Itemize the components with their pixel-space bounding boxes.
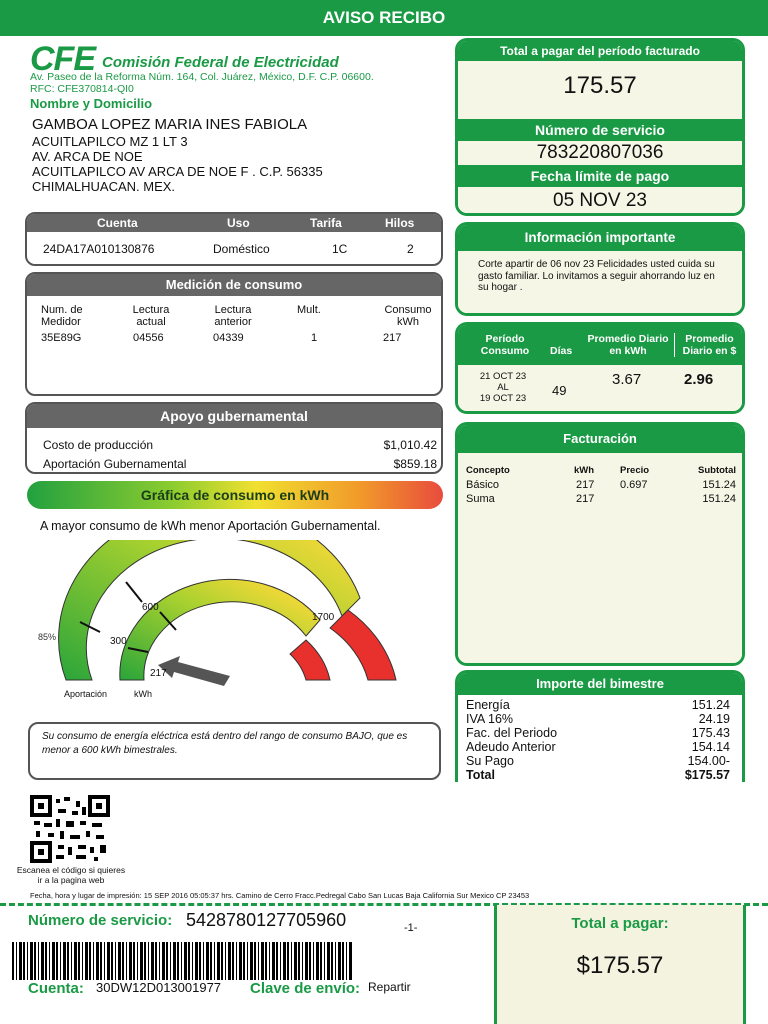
page-title: AVISO RECIBO	[322, 8, 446, 27]
measurement-box	[25, 272, 443, 396]
amount-previous-value: 154.14	[691, 740, 730, 754]
gauge-label-1700: 1700	[312, 612, 335, 623]
account-rate: 1C	[332, 242, 348, 256]
service-number-value: 783220807036	[458, 141, 742, 165]
footer-total-value: $175.57	[576, 952, 664, 979]
period-header	[458, 325, 742, 365]
support-title: Apoyo gubernamental	[27, 404, 441, 428]
gauge-red-inner	[290, 640, 330, 680]
barcode	[12, 942, 352, 980]
amount-total-value: $175.57	[684, 768, 730, 782]
gauge-arrow	[158, 656, 230, 686]
total-due-value: 175.57	[458, 61, 742, 119]
billing-sum-subtotal: 151.24	[702, 493, 736, 505]
info-box	[455, 222, 745, 316]
billing-row-label: Básico	[466, 479, 500, 491]
footer-page: -1-	[404, 922, 418, 934]
company-name: Comisión Federal de Electricidad	[102, 54, 339, 71]
mult-header: Mult.	[297, 304, 321, 316]
billing-row-price: 0.697	[620, 479, 648, 491]
current-reading: 04556	[133, 332, 164, 344]
company-address: Av. Paseo de la Reforma Núm. 164, Col. Juárez, México, D.F. C.P. 06600.	[30, 71, 374, 83]
amount-title: Importe del bimestre	[458, 673, 742, 695]
company-rfc: RFC: CFE370814-QI0	[30, 83, 134, 95]
billing-sum-label: Suma	[466, 493, 495, 505]
account-col-uso: Uso	[227, 216, 250, 230]
client-address-2: AV. ARCA DE NOE	[32, 149, 143, 164]
client-address-1: ACUITLAPILCO MZ 1 LT 3	[32, 134, 188, 149]
consumption-header: Consumo kWh	[384, 304, 432, 328]
amount-energy-value: 151.24	[691, 698, 730, 712]
billing-col-kwh: kWh	[574, 465, 595, 476]
amount-iva-label: IVA 16%	[466, 712, 514, 726]
meter-col-header: Num. de Medidor	[41, 304, 83, 328]
billing-col-subtotal: Subtotal	[698, 465, 736, 476]
billing-row-kwh: 217	[576, 479, 595, 491]
consumption-chart-banner	[27, 481, 443, 509]
gov-contribution-label: Aportación Gubernamental	[43, 457, 187, 471]
footer-total-box	[494, 905, 746, 1024]
multiplier: 1	[311, 332, 318, 344]
header-bar	[0, 0, 768, 36]
amount-payment-label: Su Pago	[466, 754, 514, 768]
consumption-notice	[28, 722, 441, 780]
period-days: 49	[552, 383, 567, 398]
gauge-label-600: 600	[142, 602, 159, 613]
amount-previous-label: Adeudo Anterior	[466, 740, 556, 754]
days-col-header: Días	[550, 345, 573, 357]
billing-col-price: Precio	[620, 465, 650, 476]
billing-title: Facturación	[458, 425, 742, 453]
info-text: Corte apartir de 06 nov 23 Felicidades usted cuida su gasto familiar. Lo invitamos a seguir ahorrando luz en su hogar .	[458, 251, 742, 315]
consumption-kwh: 217	[383, 332, 402, 344]
production-cost-label: Costo de producción	[43, 438, 154, 452]
print-info: Fecha, hora y lugar de impresión: 15 SEP 2016 05:05:37 hrs. Camino de Cerro Fracc.Pedregal Cabo San Lucas Baja California Sur Mexico CP 23453	[30, 891, 530, 900]
account-col-tarifa: Tarifa	[310, 216, 342, 230]
gauge-label-217: 217	[150, 668, 167, 679]
account-col-hilos: Hilos	[385, 216, 415, 230]
consumption-notice-text: Su consumo de energía eléctrica está dentro del rango de consumo BAJO, que es menor a 600 kWh bimestrales.	[42, 731, 408, 756]
footer-ship-value: Repartir	[368, 980, 411, 994]
current-reading-header: Lectura actual	[132, 304, 170, 328]
cfe-logo: CFE	[30, 40, 95, 78]
billing-col-concept: Concepto	[466, 465, 510, 476]
footer-service-value: 5428780127705960	[186, 910, 347, 930]
amount-period-label: Fac. del Periodo	[466, 726, 558, 740]
period-box	[455, 322, 745, 414]
measurement-title: Medición de consumo	[27, 274, 441, 296]
summary-box	[455, 38, 745, 216]
period-to: 19 OCT 23	[479, 393, 527, 404]
qr-caption: Escanea el código si quieres ir a la pagina web	[16, 865, 126, 885]
gauge-subtitle: A mayor consumo de kWh menor Aportación Gubernamental.	[40, 519, 381, 533]
footer-account-value: 30DW12D013001977	[96, 980, 222, 995]
meter-number: 35E89G	[41, 332, 82, 344]
qr-code[interactable]	[30, 795, 110, 863]
support-box	[25, 402, 443, 474]
gauge-label-kwh: kWh	[134, 689, 152, 699]
period-col-header: Período Consumo	[480, 333, 530, 357]
avg-kwh: 3.67	[612, 371, 642, 388]
gauge-label-aportacion: Aportación	[64, 689, 108, 699]
gauge-label-300: 300	[110, 636, 127, 647]
client-address-4: CHIMALHUACAN. MEX.	[32, 179, 176, 194]
footer-total-label: Total a pagar:	[571, 915, 669, 932]
period-al: AL	[497, 382, 509, 393]
billing-row-subtotal: 151.24	[702, 479, 736, 491]
amount-payment-value: 154.00-	[687, 754, 730, 768]
due-date-label: Fecha límite de pago	[458, 165, 742, 187]
previous-reading-header: Lectura anterior	[214, 304, 252, 328]
amount-energy-label: Energía	[466, 698, 510, 712]
amount-period-value: 175.43	[691, 726, 730, 740]
account-box	[25, 212, 443, 266]
footer-ship-label: Clave de envío:	[250, 980, 361, 997]
consumption-chart-title: Gráfica de consumo en kWh	[140, 487, 330, 503]
gauge-tick-600	[126, 582, 142, 602]
gauge-inner-arc	[120, 579, 320, 680]
due-date-value: 05 NOV 23	[458, 187, 742, 213]
info-title: Información importante	[458, 225, 742, 251]
consumption-gauge	[30, 540, 430, 710]
name-address-label: Nombre y Domicilio	[30, 96, 153, 111]
client-address-3: ACUITLAPILCO AV ARCA DE NOE F . C.P. 56335	[32, 164, 323, 179]
service-number-label: Número de servicio	[458, 119, 742, 141]
period-from: 21 OCT 23	[479, 371, 527, 382]
production-cost-value: $1,010.42	[383, 438, 437, 452]
account-use: Doméstico	[213, 242, 270, 256]
footer-account-label: Cuenta:	[28, 980, 84, 997]
account-number: 24DA17A010130876	[43, 242, 155, 256]
amount-box	[455, 670, 745, 782]
billing-sum-kwh: 217	[576, 493, 595, 505]
total-due-label: Total a pagar del período facturado	[458, 41, 742, 61]
footer-service-label: Número de servicio:	[28, 912, 173, 929]
account-col-cuenta: Cuenta	[97, 216, 138, 230]
avg-kwh-col-header: Promedio Diario en kWh	[587, 333, 669, 357]
account-wires: 2	[407, 242, 414, 256]
avg-money-col-header: Promedio Diario en $	[674, 333, 744, 357]
gauge-red-outer	[330, 610, 396, 680]
gov-contribution-value: $859.18	[393, 457, 437, 471]
avg-money: 2.96	[684, 371, 714, 388]
previous-reading: 04339	[213, 332, 244, 344]
billing-box	[455, 422, 745, 666]
amount-total-label: Total	[466, 768, 495, 782]
amount-iva-value: 24.19	[698, 712, 730, 726]
gauge-label-pct: 85%	[38, 632, 57, 642]
client-name: GAMBOA LOPEZ MARIA INES FABIOLA	[32, 116, 308, 133]
account-header	[27, 214, 441, 232]
